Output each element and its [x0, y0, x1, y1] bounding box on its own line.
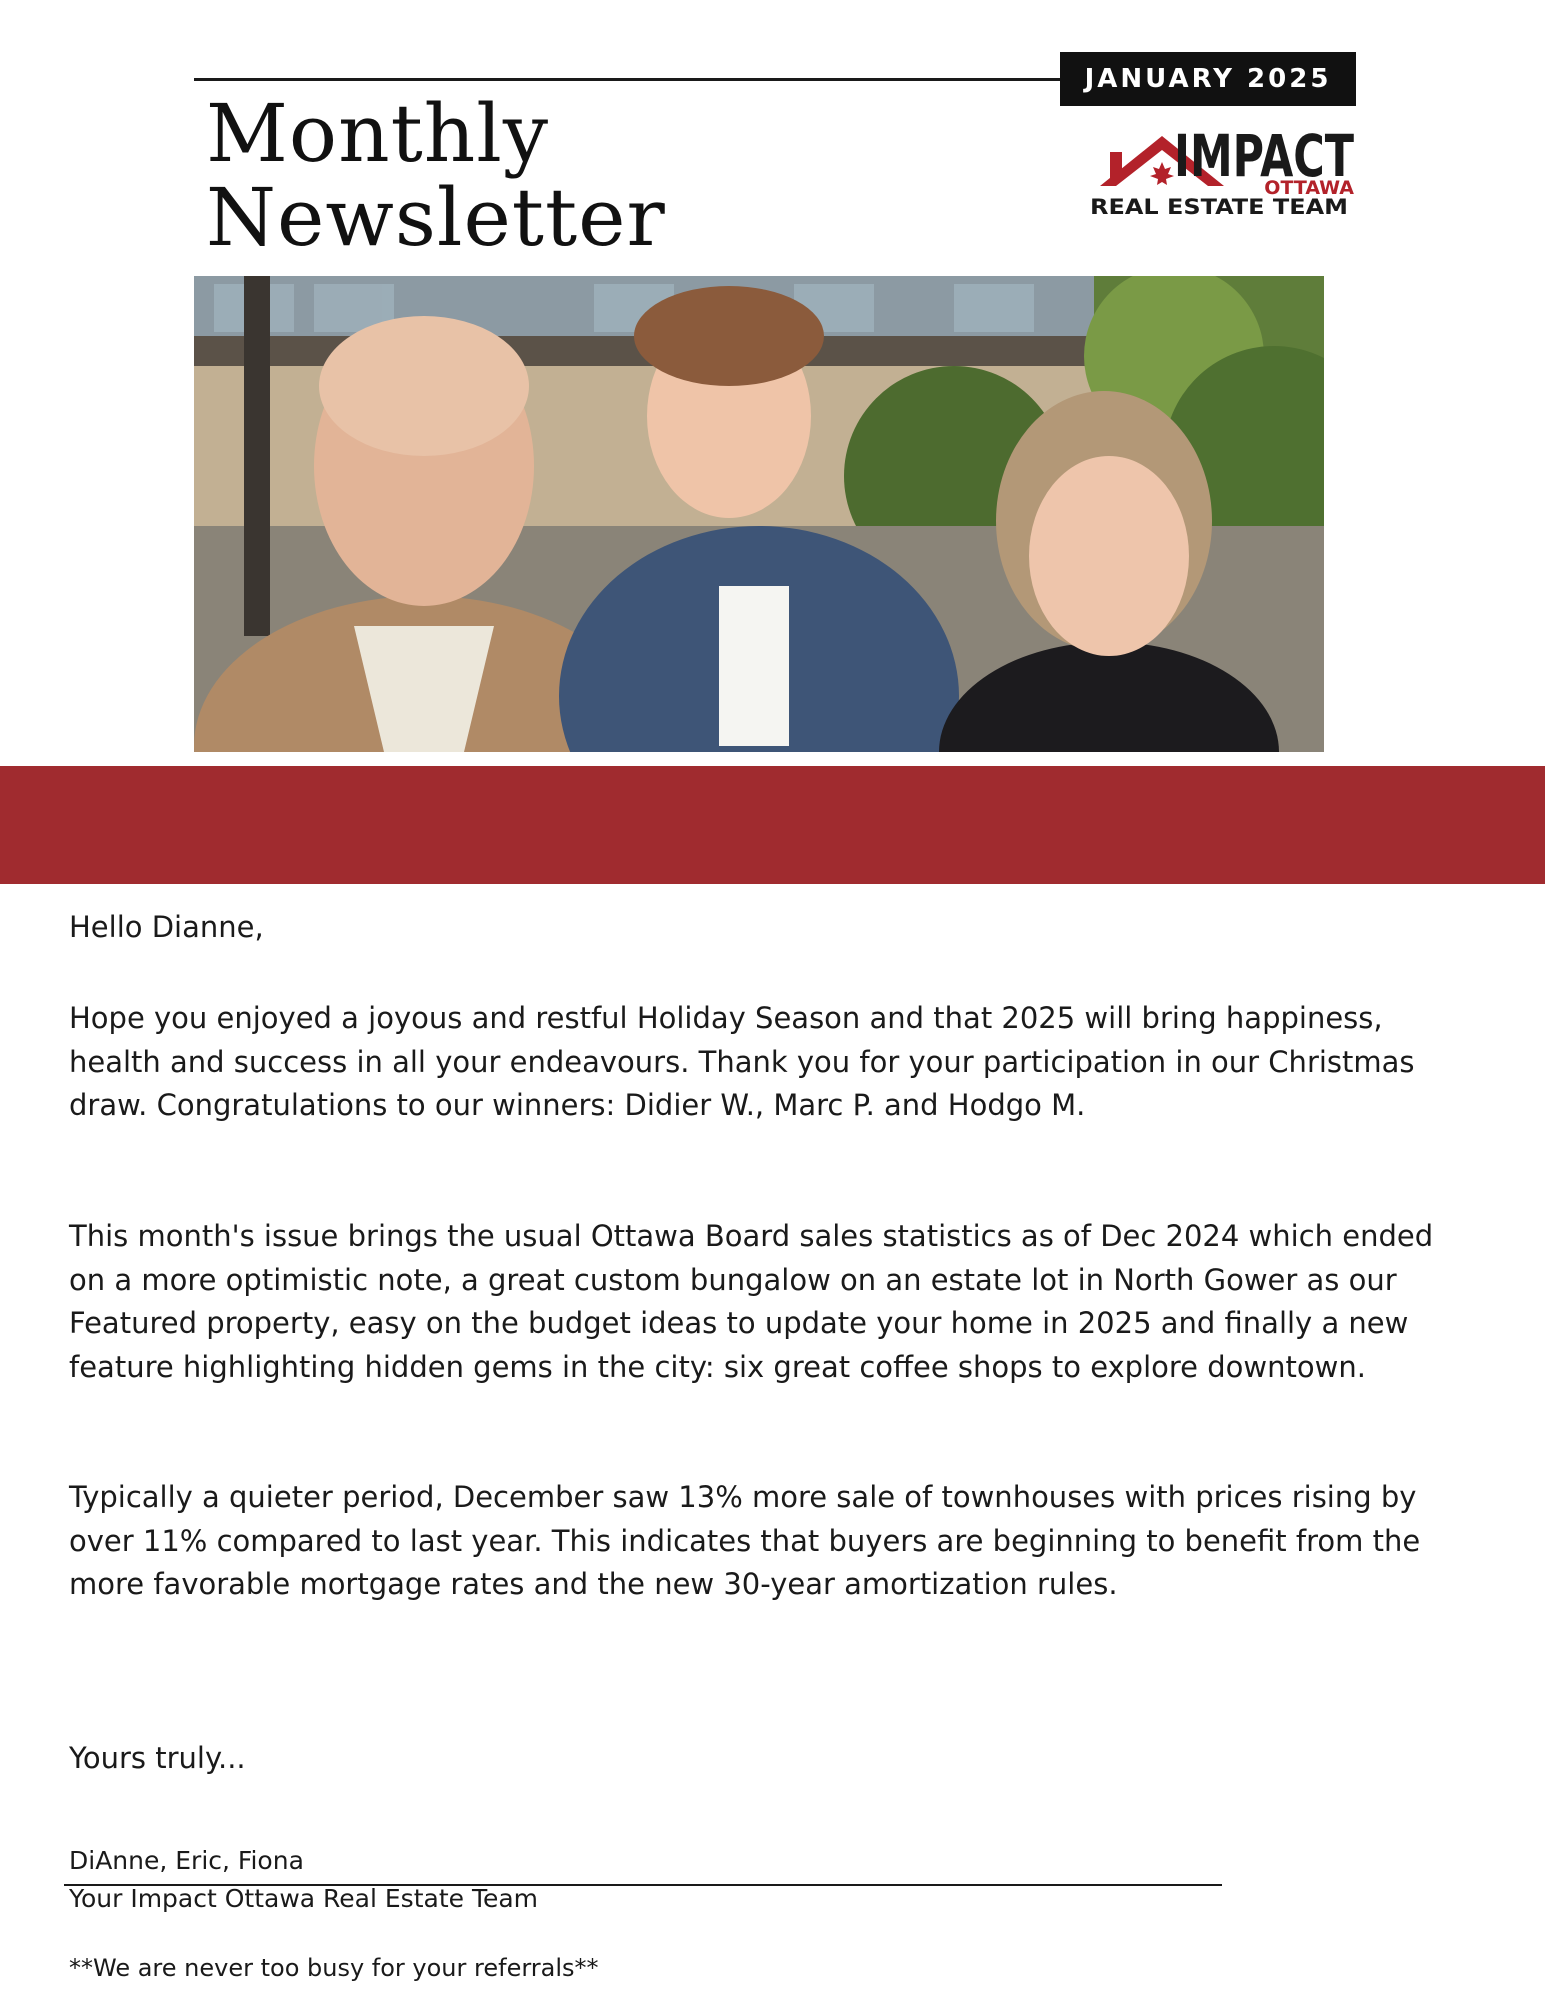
paragraph-holiday: Hope you enjoyed a joyous and restful Holiday Season and that 2025 will bring happiness, health and success in all your endeavours. Thank you for your participation in our Christmas draw. Congratulations to our winners: Didier W., Marc P. and Hodgo M.: [69, 1001, 1415, 1122]
logo-chimney: [1110, 152, 1122, 178]
company-logo: [1090, 108, 1360, 218]
greeting: Hello Dianne,: [69, 910, 264, 944]
signature-names: DiAnne, Eric, Fiona: [69, 1846, 304, 1875]
paragraph-market-summary: Typically a quieter period, December saw 13% more sale of townhouses with prices rising by over 11% compared to last year. This indicates that buyers are beginning to benefit from the more favorable mortgage rates and the new 30-year amortization rules.: [69, 1480, 1421, 1601]
accent-band: [0, 766, 1545, 884]
title-line-1: Monthly: [206, 87, 550, 180]
logo-word-ottawa: OTTAWA: [1264, 177, 1354, 199]
referrals-note: **We are never too busy for your referrals**: [69, 1954, 599, 1982]
logo-word-team: REAL ESTATE TEAM: [1090, 195, 1348, 218]
team-photo: [194, 276, 1324, 752]
signature-team: Your Impact Ottawa Real Estate Team: [69, 1884, 539, 1913]
closing-line: Yours truly...: [69, 1741, 246, 1775]
title-line-2: Newsletter: [206, 171, 666, 264]
newsletter-title: [206, 87, 666, 264]
maple-leaf-icon: [1150, 162, 1174, 185]
date-badge: JANUARY 2025: [1060, 52, 1356, 106]
logo-word-impact: IMPACT: [1174, 122, 1355, 190]
paragraph-issue-overview: This month's issue brings the usual Ottawa Board sales statistics as of Dec 2024 which ended on a more optimistic note, a great custom bungalow on an estate lot in North Gower as our Featured property, easy on the budget ideas to update your home in 2025 and finally a new feature highlighting hidden gems in the city: six great coffee shops to explore downtown.: [69, 1219, 1434, 1384]
header-rule: [194, 78, 1064, 81]
